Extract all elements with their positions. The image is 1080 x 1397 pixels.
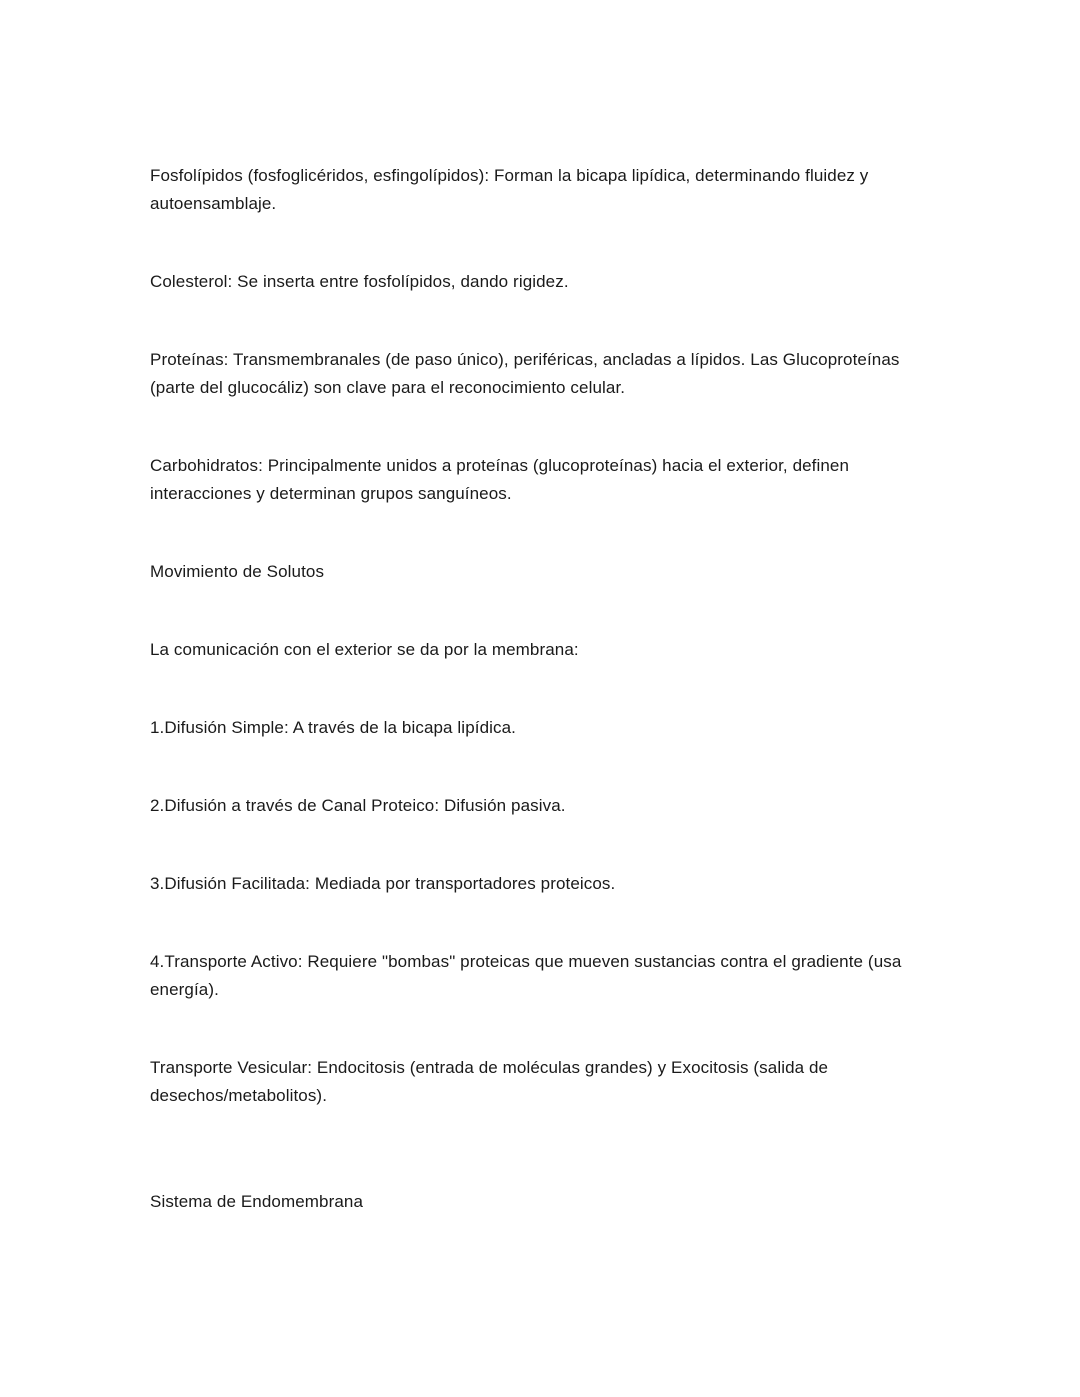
document-page <box>150 162 940 1266</box>
list-item-difusion-canal: 2.Difusión a través de Canal Proteico: Difusión pasiva. <box>150 796 566 815</box>
paragraph-transporte-vesicular: Transporte Vesicular: Endocitosis (entrada de moléculas grandes) y Exocitosis (salida de desechos/metabolitos). <box>150 1058 833 1105</box>
paragraph-fosfolipidos: Fosfolípidos (fosfoglicéridos, esfingolípidos): Forman la bicapa lipídica, determinando fluidez y autoensamblaje. <box>150 166 874 213</box>
paragraph-proteinas: Proteínas: Transmembranales (de paso único), periféricas, ancladas a lípidos. Las Glucoproteínas (parte del glucocáliz) son clave para el reconocimiento celular. <box>150 350 905 397</box>
paragraph-colesterol: Colesterol: Se inserta entre fosfolípidos, dando rigidez. <box>150 272 569 291</box>
list-item-difusion-facilitada: 3.Difusión Facilitada: Mediada por transportadores proteicos. <box>150 874 616 893</box>
paragraph-comunicacion: La comunicación con el exterior se da por la membrana: <box>150 640 579 659</box>
heading-sistema-de-endomembrana: Sistema de Endomembrana <box>150 1192 364 1211</box>
list-item-difusion-simple: 1.Difusión Simple: A través de la bicapa lipídica. <box>150 718 516 737</box>
paragraph-carbohidratos: Carbohidratos: Principalmente unidos a proteínas (glucoproteínas) hacia el exterior, definen interacciones y determinan grupos sanguíneos. <box>150 456 854 503</box>
heading-movimiento-de-solutos: Movimiento de Solutos <box>150 562 325 581</box>
list-item-transporte-activo: 4.Transporte Activo: Requiere "bombas" proteicas que mueven sustancias contra el gradiente (usa energía). <box>150 952 907 999</box>
